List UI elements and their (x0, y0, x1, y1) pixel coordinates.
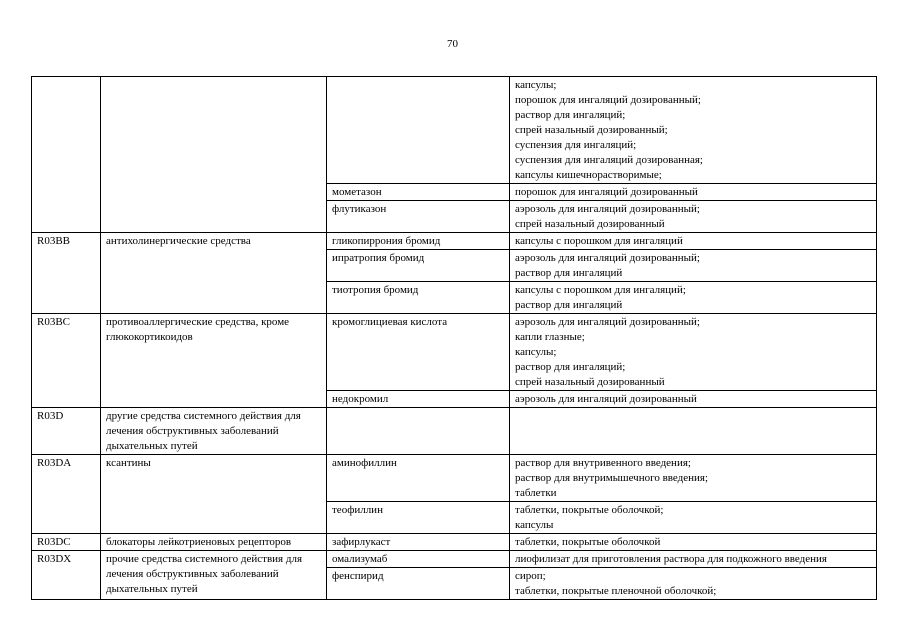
drug-cell (327, 551, 510, 568)
forms-cell (510, 201, 877, 233)
atc-code: R03DX (37, 553, 72, 565)
form-line: сироп; (515, 570, 546, 582)
form-line: спрей назальный дозированный (515, 376, 665, 388)
table-row (32, 455, 877, 502)
forms-cell (510, 455, 877, 502)
drug-table (31, 76, 877, 600)
forms-cell (510, 408, 877, 455)
drug-cell (327, 408, 510, 455)
drug-name: флутиказон (332, 203, 387, 215)
drug-name: фенспирид (332, 570, 384, 582)
atc-code: R03DC (37, 536, 71, 548)
form-line: спрей назальный дозированный; (515, 124, 668, 136)
drug-name: ипратропия бромид (332, 252, 425, 264)
drug-name: теофиллин (332, 504, 383, 516)
table-row (32, 314, 877, 391)
form-line: порошок для ингаляций дозированный (515, 186, 698, 198)
drug-cell (327, 250, 510, 282)
group-cell (101, 408, 327, 455)
group-name: противоаллергические средства, кроме глюкокортикоидов (106, 316, 290, 343)
drug-cell (327, 77, 510, 184)
form-line: раствор для ингаляций; (515, 361, 626, 373)
table-row (32, 233, 877, 250)
drug-name: мометазон (332, 186, 382, 198)
form-line: капсулы (515, 519, 554, 531)
group-name: прочие средства системного действия для лечения обструктивных заболеваний дыхательных путей (106, 553, 303, 595)
drug-cell (327, 391, 510, 408)
form-line: раствор для внутримышечного введения; (515, 472, 709, 484)
form-line: капсулы с порошком для ингаляций; (515, 284, 686, 296)
drug-cell (327, 502, 510, 534)
drug-name: кромоглициевая кислота (332, 316, 448, 328)
form-line: спрей назальный дозированный (515, 218, 665, 230)
atc-code: R03D (37, 410, 64, 422)
group-name: антихолинергические средства (106, 235, 251, 247)
drug-name: зафирлукаст (332, 536, 391, 548)
atc-code: R03BB (37, 235, 71, 247)
group-cell (101, 534, 327, 551)
forms-cell (510, 233, 877, 250)
atc-code: R03BC (37, 316, 71, 328)
drug-cell (327, 568, 510, 600)
atc-code-cell (32, 314, 101, 408)
forms-cell (510, 250, 877, 282)
table-row (32, 534, 877, 551)
form-line: лиофилизат для приготовления раствора для подкожного введения (515, 553, 827, 565)
table-row (32, 77, 877, 184)
forms-cell (510, 391, 877, 408)
form-line: таблетки, покрытые оболочкой (515, 536, 661, 548)
drug-name: омализумаб (332, 553, 388, 565)
forms-cell (510, 184, 877, 201)
atc-code: R03DA (37, 457, 72, 469)
form-line: аэрозоль для ингаляций дозированный; (515, 203, 700, 215)
forms-cell (510, 534, 877, 551)
drug-cell (327, 233, 510, 250)
form-line: аэрозоль для ингаляций дозированный (515, 393, 697, 405)
drug-cell (327, 314, 510, 391)
atc-code-cell (32, 408, 101, 455)
form-line: капсулы с порошком для ингаляций (515, 235, 683, 247)
drug-name: недокромил (332, 393, 389, 405)
group-cell (101, 233, 327, 314)
drug-name: тиотропия бромид (332, 284, 419, 296)
atc-code-cell (32, 233, 101, 314)
form-line: таблетки, покрытые пленочной оболочкой; (515, 585, 717, 597)
group-name: блокаторы лейкотриеновых рецепторов (106, 536, 292, 548)
forms-cell (510, 314, 877, 391)
form-line: капсулы; (515, 79, 557, 91)
page-number: 70 (447, 38, 458, 50)
forms-cell (510, 568, 877, 600)
form-line: капли глазные; (515, 331, 585, 343)
atc-code-cell (32, 551, 101, 600)
forms-cell (510, 282, 877, 314)
atc-code-cell (32, 534, 101, 551)
form-line: суспензия для ингаляций; (515, 139, 637, 151)
drug-cell (327, 455, 510, 502)
group-name: другие средства системного действия для лечения обструктивных заболеваний дыхательных путей (106, 410, 301, 452)
drug-name: гликопиррония бромид (332, 235, 441, 247)
form-line: раствор для ингаляций (515, 299, 623, 311)
drug-cell (327, 201, 510, 233)
form-line: порошок для ингаляций дозированный; (515, 94, 701, 106)
forms-cell (510, 502, 877, 534)
forms-cell (510, 77, 877, 184)
form-line: раствор для внутривенного введения; (515, 457, 691, 469)
atc-code-cell (32, 455, 101, 534)
table-row (32, 408, 877, 455)
form-line: капсулы кишечнорастворимые; (515, 169, 662, 181)
group-cell (101, 314, 327, 408)
atc-code-cell (32, 77, 101, 233)
form-line: раствор для ингаляций; (515, 109, 626, 121)
form-line: капсулы; (515, 346, 557, 358)
drug-name: аминофиллин (332, 457, 397, 469)
group-name: ксантины (106, 457, 151, 469)
form-line: аэрозоль для ингаляций дозированный; (515, 252, 700, 264)
form-line: таблетки (515, 487, 557, 499)
drug-cell (327, 184, 510, 201)
table-row (32, 551, 877, 568)
group-cell (101, 551, 327, 600)
group-cell (101, 77, 327, 233)
form-line: суспензия для ингаляций дозированная; (515, 154, 703, 166)
form-line: таблетки, покрытые оболочкой; (515, 504, 664, 516)
form-line: раствор для ингаляций (515, 267, 623, 279)
forms-cell (510, 551, 877, 568)
group-cell (101, 455, 327, 534)
drug-cell (327, 534, 510, 551)
form-line: аэрозоль для ингаляций дозированный; (515, 316, 700, 328)
drug-cell (327, 282, 510, 314)
